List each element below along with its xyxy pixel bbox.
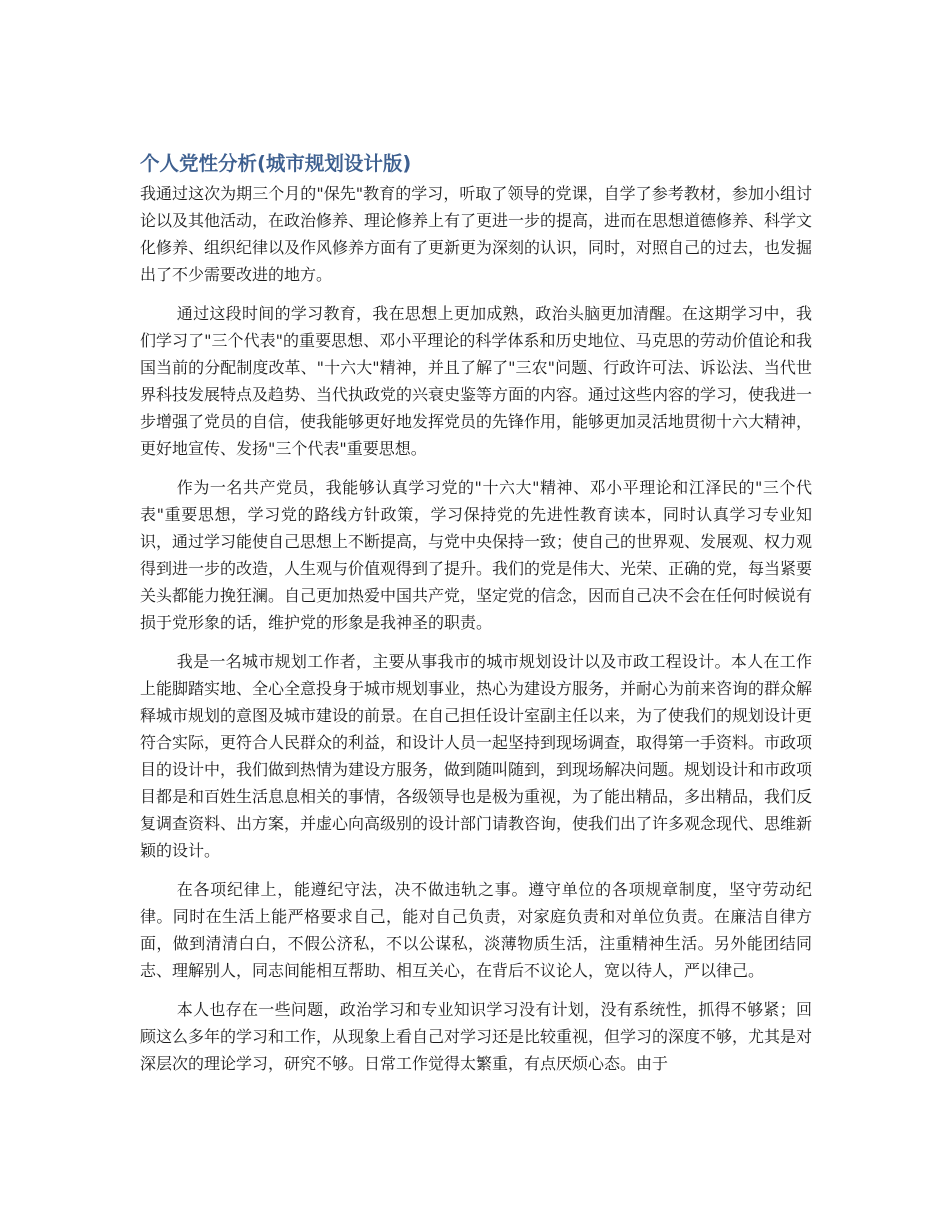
paragraph-intro: 我通过这次为期三个月的"保先"教育的学习，听取了领导的党课，自学了参考教材，参加小组讨论以及其他活动，在政治修养、理论修养上有了更进一步的提高，进而在思想道德修养、科学文化修养、组织纪律以及作风修养方面有了更新更为深刻的认识，同时，对照自己的过去，也发掘出了不少需要改进的地方。 bbox=[140, 184, 813, 284]
paragraph-study-education: 通过这段时间的学习教育，我在思想上更加成熟，政治头脑更加清醒。在这期学习中，我们学习了"三个代表"的重要思想、邓小平理论的科学体系和历史地位、马克思的劳动价值论和我国当前的分配制度改革、"十六大"精神，并且了解了"三农"问题、行政许可法、诉讼法、当代世界科技发展特点及趋势、当代执政党的兴衰史鉴等方面的内容。通过这些内容的学习，使我进一步增强了党员的自信，使我能够更好地发挥党员的先锋作用，能够更加灵活地贯彻十六大精神，更好地宣传、发扬"三个代表"重要思想。 bbox=[140, 304, 813, 458]
paragraph-problems: 本人也存在一些问题，政治学习和专业知识学习没有计划，没有系统性，抓得不够紧；回顾这么多年的学习和工作，从现象上看自己对学习还是比较重视，但学习的深度不够，尤其是对深层次的理论学习，研究不够。日常工作觉得太繁重，有点厌烦心态。由于 bbox=[140, 1000, 813, 1073]
document-body bbox=[140, 150, 812, 1089]
paragraph-party-member: 作为一名共产党员，我能够认真学习党的"十六大"精神、邓小平理论和江泽民的"三个代表"重要思想，学习党的路线方针政策，学习保持党的先进性教育读本，同时认真学习专业知识，通过学习能使自己思想上不断提高，与党中央保持一致；使自己的世界观、发展观、权力观得到进一步的改造，人生观与价值观得到了提升。我们的党是伟大、光荣、正确的党，每当紧要关头都能力挽狂澜。自己更加热爱中国共产党，坚定党的信念，因而自己决不会在任何时候说有损于党形象的话，维护党的形象是我神圣的职责。 bbox=[140, 478, 813, 632]
document-title: 个人党性分析(城市规划设计版) bbox=[140, 152, 412, 175]
paragraph-urban-planning-work: 我是一名城市规划工作者，主要从事我市的城市规划设计以及市政工程设计。本人在工作上能脚踏实地、全心全意投身于城市规划事业，热心为建设方服务，并耐心为前来咨询的群众解释城市规划的意图及城市建设的前景。在自己担任设计室副主任以来，为了使我们的规划设计更符合实际，更符合人民群众的利益，和设计人员一起坚持到现场调查，取得第一手资料。市政项目的设计中，我们做到热情为建设方服务，做到随叫随到，到现场解决问题。规划设计和市政项目都是和百姓生活息息相关的事情，各级领导也是极为重视，为了能出精品，多出精品，我们反复调查资料、出方案，并虚心向高级别的设计部门请教咨询，使我们出了许多观念现代、思维新颖的设计。 bbox=[140, 652, 813, 860]
paragraph-discipline: 在各项纪律上，能遵纪守法，决不做违轨之事。遵守单位的各项规章制度，坚守劳动纪律。同时在生活上能严格要求自己，能对自己负责，对家庭负责和对单位负责。在廉洁自律方面，做到清清白白，不假公济私，不以公谋私，淡薄物质生活，注重精神生活。另外能团结同志、理解别人，同志间能相互帮助、相互关心，在背后不议论人，宽以待人，严以律己。 bbox=[140, 880, 812, 980]
